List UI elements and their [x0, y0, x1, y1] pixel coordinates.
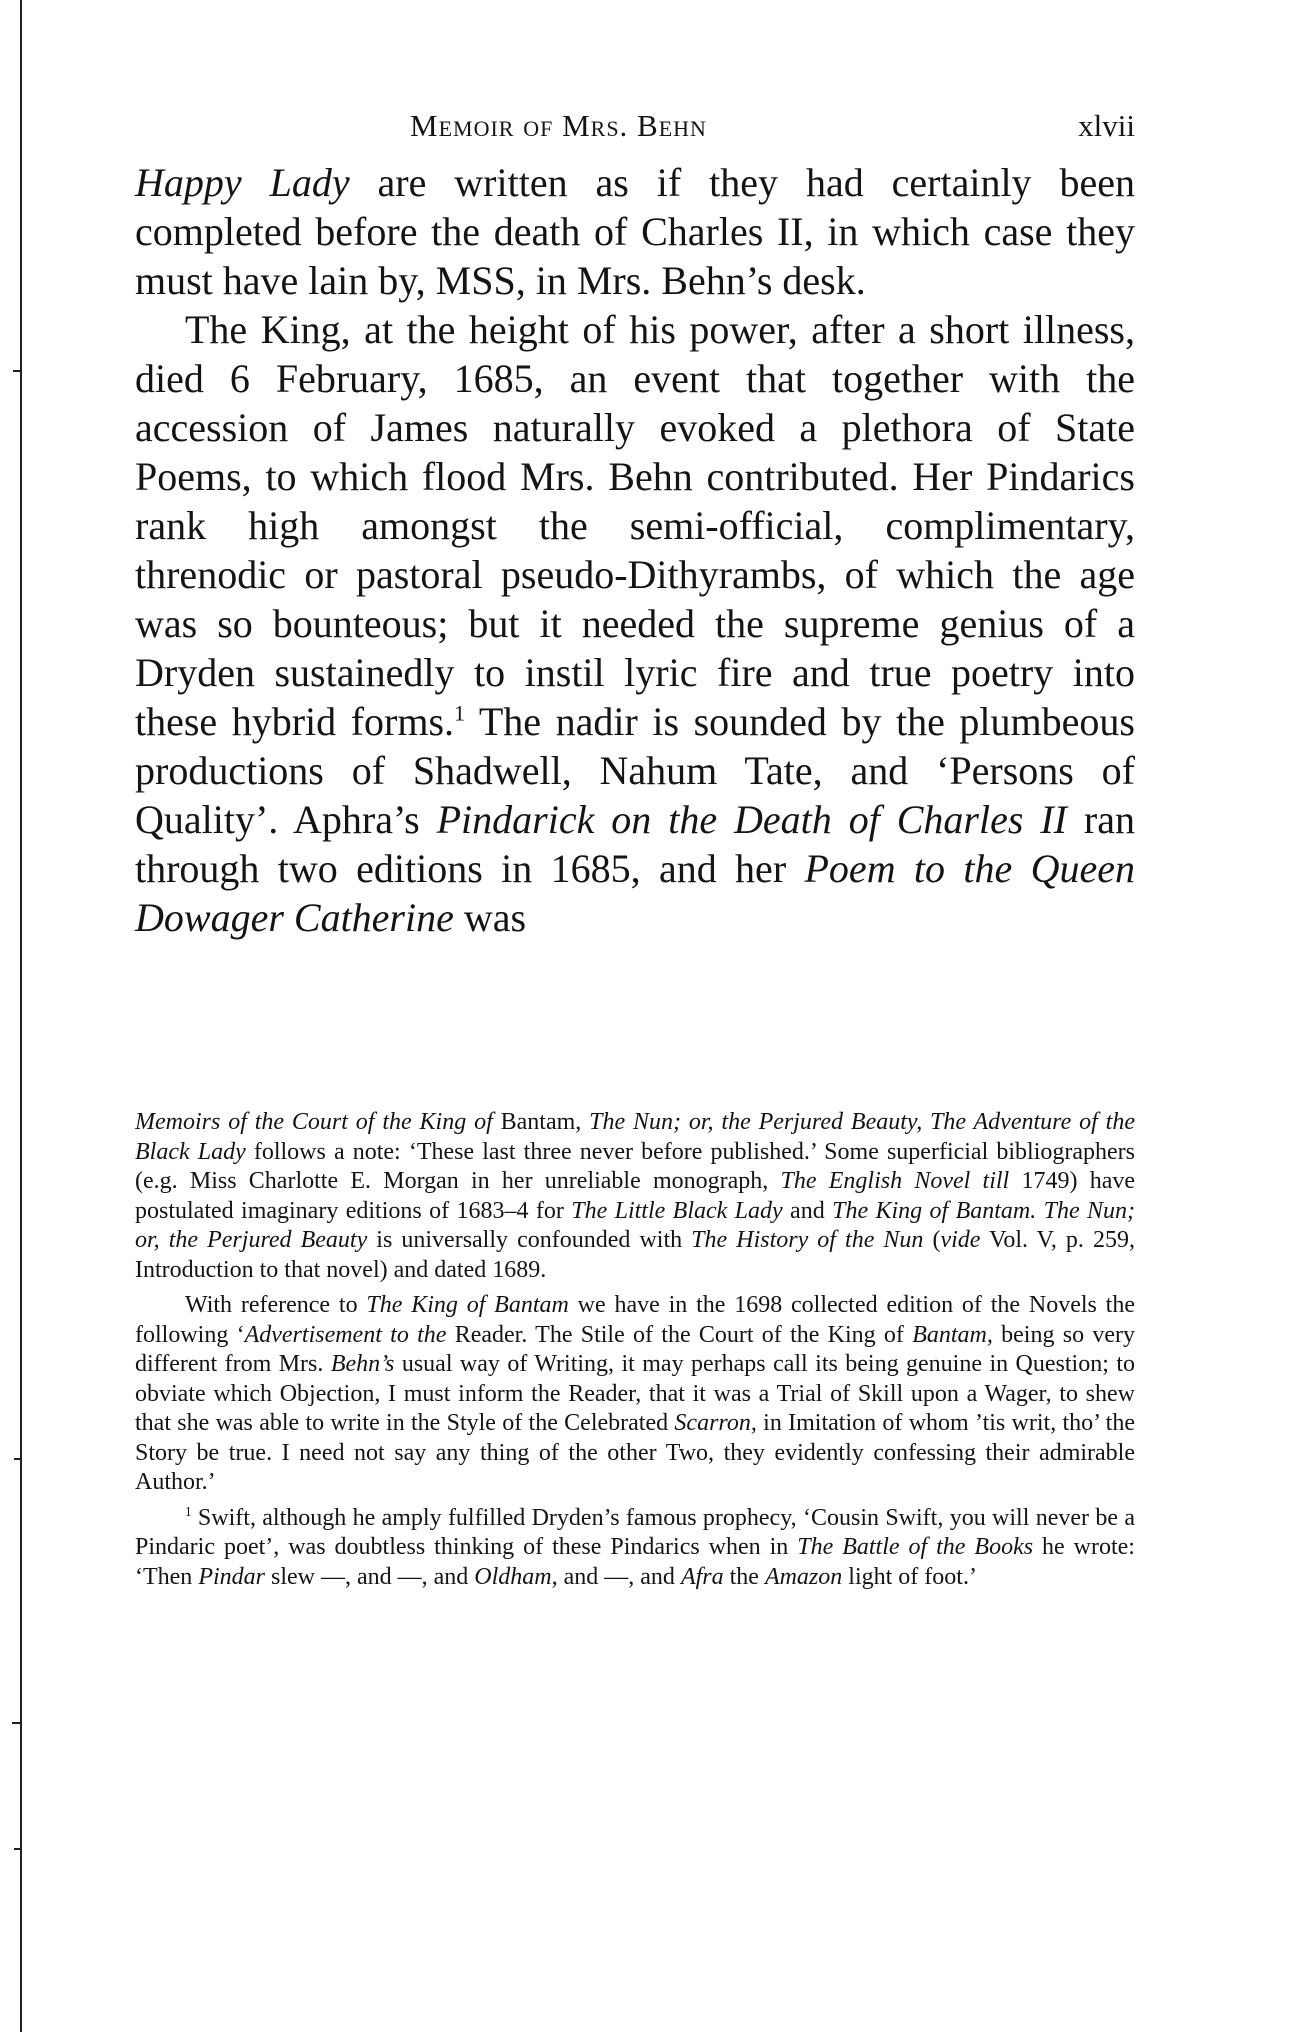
paragraph-1 [135, 158, 1135, 305]
margin-tick [14, 1848, 20, 1850]
text-span: and [782, 1197, 833, 1224]
text-span: Happy Lady [135, 160, 350, 205]
text-span: being so very different from Mrs. [135, 1321, 1135, 1377]
text-span: in Imitation of whom ’tis writ, tho’ the Story be true. I need not say any thing of the other Two, they evidently confessing their admirable Author.’ [135, 1410, 1135, 1495]
text-span: Oldham, [474, 1563, 558, 1590]
text-span: ( [923, 1227, 941, 1253]
footnote-1 [135, 1504, 1135, 1593]
text-span: The Battle of the Books [797, 1534, 1034, 1560]
page-header [135, 108, 1135, 152]
text-span: The History of the Nun [691, 1227, 924, 1253]
text-span: Behn’s [330, 1351, 395, 1377]
text-span: Swift, although he amply fulfilled Dryden’s famous prophecy, ‘Cousin Swift, you will never be a Pindaric poet’, was doubtless thinking of these Pindarics when in [135, 1504, 1135, 1560]
text-span: Reader. The Stile of the Court of the King of [446, 1321, 913, 1348]
running-title: Memoir of Mrs. Behn [410, 108, 707, 143]
margin-tick [13, 370, 20, 372]
text-span: With reference to [185, 1292, 367, 1318]
page-number: xlvii [1078, 108, 1135, 143]
text-span: The King of Bantam [366, 1292, 569, 1318]
footnote-advertisement [135, 1291, 1135, 1498]
text-span: Poem to the Queen Dowager Catherine [135, 846, 1135, 940]
text-span: follows a note: ‘These last three never before published.’ Some superficial bibliographers (e.g. Miss Charlotte E. Morgan in her unreliable monograph, [135, 1138, 1135, 1194]
text-span: usual way of Writing, it may perhaps call its being genuine in Question; to obviate which Objection, I must inform the Reader, that it was a Trial of Skill upon a Wager, to shew that she was able to write in the Style of the Celebrated [135, 1351, 1135, 1436]
text-span: ran through two editions in 1685, and her [135, 797, 1136, 891]
footnote-marker: 1 [185, 1503, 192, 1519]
text-span: The King of Bantam. The Nun; or, the Perjured Beauty [135, 1197, 1136, 1253]
text-span: Bantam, [912, 1321, 993, 1348]
text-span: The Nun; or, the Perjured Beauty, The Adventure of the Black Lady [135, 1109, 1135, 1165]
text-span: Scarron, [674, 1410, 757, 1436]
text-span: and —, and [557, 1563, 681, 1590]
body-text [135, 158, 1135, 942]
text-span: The nadir is sounded by the plumbeous productions of Shadwell, Nahum Tate, and ‘Persons of Quality’. Aphra’s [135, 699, 1135, 842]
paragraph-2 [135, 305, 1135, 942]
text-span: Afra [680, 1563, 724, 1590]
text-span: Bantam, [492, 1109, 590, 1135]
text-span: was [453, 895, 527, 940]
text-span: Memoirs of the Court of the King of [135, 1109, 493, 1135]
text-span: light of foot.’ [842, 1563, 977, 1590]
footnote-continued [135, 1108, 1135, 1285]
text-span: The King, at the height of his power, after a short illness, died 6 February, 1685, an event that together with the accession of James naturally evoked a plethora of State Poems, to which flood Mrs. Behn contributed. Her Pindarics rank high amongst the semi-official, complimentary, threnodic or pastoral pseudo-Dithyrambs, of which the age was so bounteous; but it needed the supreme genius of a Dryden sustainedly to instil lyric fire and true poetry into these hybrid forms. [135, 307, 1135, 744]
footnotes [135, 1108, 1135, 1598]
footnote-reference[interactable]: 1 [454, 700, 466, 726]
text-span: Vol. V, p. 259, Introduction to that novel) and dated 1689. [135, 1227, 1135, 1283]
margin-tick [14, 1458, 20, 1460]
text-span: The English Novel till [780, 1168, 1010, 1194]
text-span: Pindar [198, 1563, 265, 1590]
text-span: we have in the 1698 collected edition of the Novels the following ‘ [135, 1292, 1135, 1348]
text-span: 1749) have postulated imaginary editions of 1683–4 for [135, 1168, 1135, 1224]
text-span: are written as if they had certainly been completed before the death of Charles II, in which case they must have lain by, MSS, in Mrs. Behn’s desk. [135, 160, 1135, 303]
text-span: slew —, and —, and [264, 1563, 475, 1590]
text-span: he wrote: ‘Then [135, 1534, 1135, 1590]
margin-rule [20, 0, 22, 2032]
text-span: Advertisement to the [244, 1321, 447, 1348]
text-span: is universally confounded with [367, 1227, 692, 1253]
text-span: the [723, 1563, 765, 1590]
text-span: The Little Black Lady [571, 1197, 783, 1224]
text-span: Pindarick on the Death of Charles II [436, 797, 1067, 842]
margin-tick [12, 1722, 21, 1724]
text-span: Amazon [764, 1563, 843, 1590]
text-span: vide [940, 1227, 981, 1253]
